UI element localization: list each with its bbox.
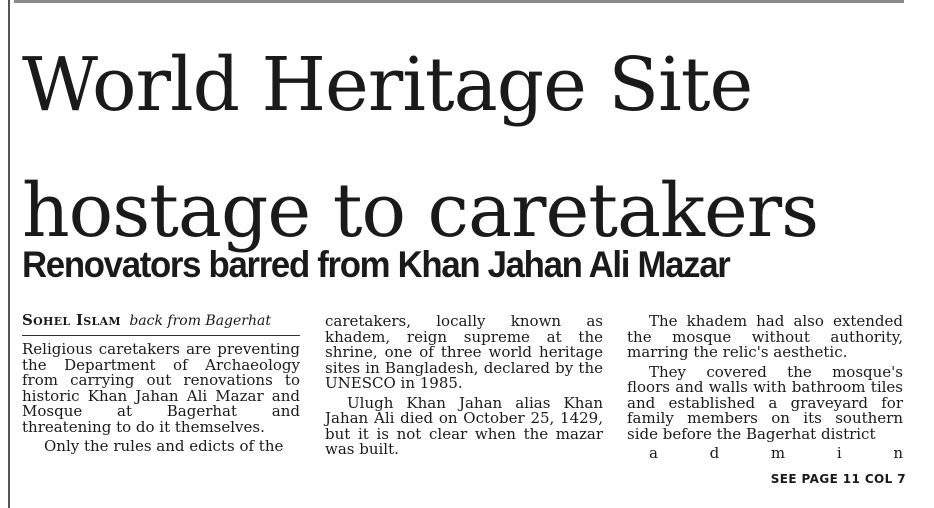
byline-author: Sohel Islam — [22, 311, 121, 329]
trailing-fragment-text: a d m i n — [649, 444, 903, 462]
subheadline: Renovators barred from Khan Jahan Ali Mazar — [22, 244, 730, 285]
continuation-jump-line: SEE PAGE 11 COL 7 — [770, 472, 906, 486]
headline-line-1: World Heritage Site — [22, 42, 753, 128]
left-column-rule — [8, 0, 10, 508]
paragraph: The khadem had also extended the mosque without authority, marring the relic's aesthetic. — [627, 312, 903, 361]
paragraph: Religious caretakers are preventing the Department of Archaeology from carrying out renovations to historic Khan Jahan Ali Mazar and Mosque at Bagerhat and threatening to do it themselves. — [22, 340, 300, 436]
article-column-1 — [22, 312, 300, 455]
headline — [22, 22, 902, 274]
byline — [22, 312, 300, 336]
paragraph: Ulugh Khan Jahan alias Khan Jahan Ali died on October 25, 1429, but it is not clear when the mazar was built. — [325, 393, 603, 458]
headline-line-2: hostage to caretakers — [22, 168, 819, 254]
top-rule — [14, 0, 904, 3]
trailing-fragment — [627, 446, 903, 462]
paragraph: Only the rules and edicts of the — [44, 437, 284, 455]
byline-location: back from Bagerhat — [129, 313, 271, 329]
paragraph: They covered the mosque's floors and walls with bathroom tiles and established a graveyard for family members on its southern side before the Bagerhat district — [627, 362, 903, 443]
article-column-2 — [325, 314, 603, 458]
paragraph: caretakers, locally known as khadem, reign supreme at the shrine, one of three world heritage sites in Bangladesh, declared by the UNESCO in 1985. — [325, 312, 603, 392]
article-column-3 — [627, 314, 903, 462]
